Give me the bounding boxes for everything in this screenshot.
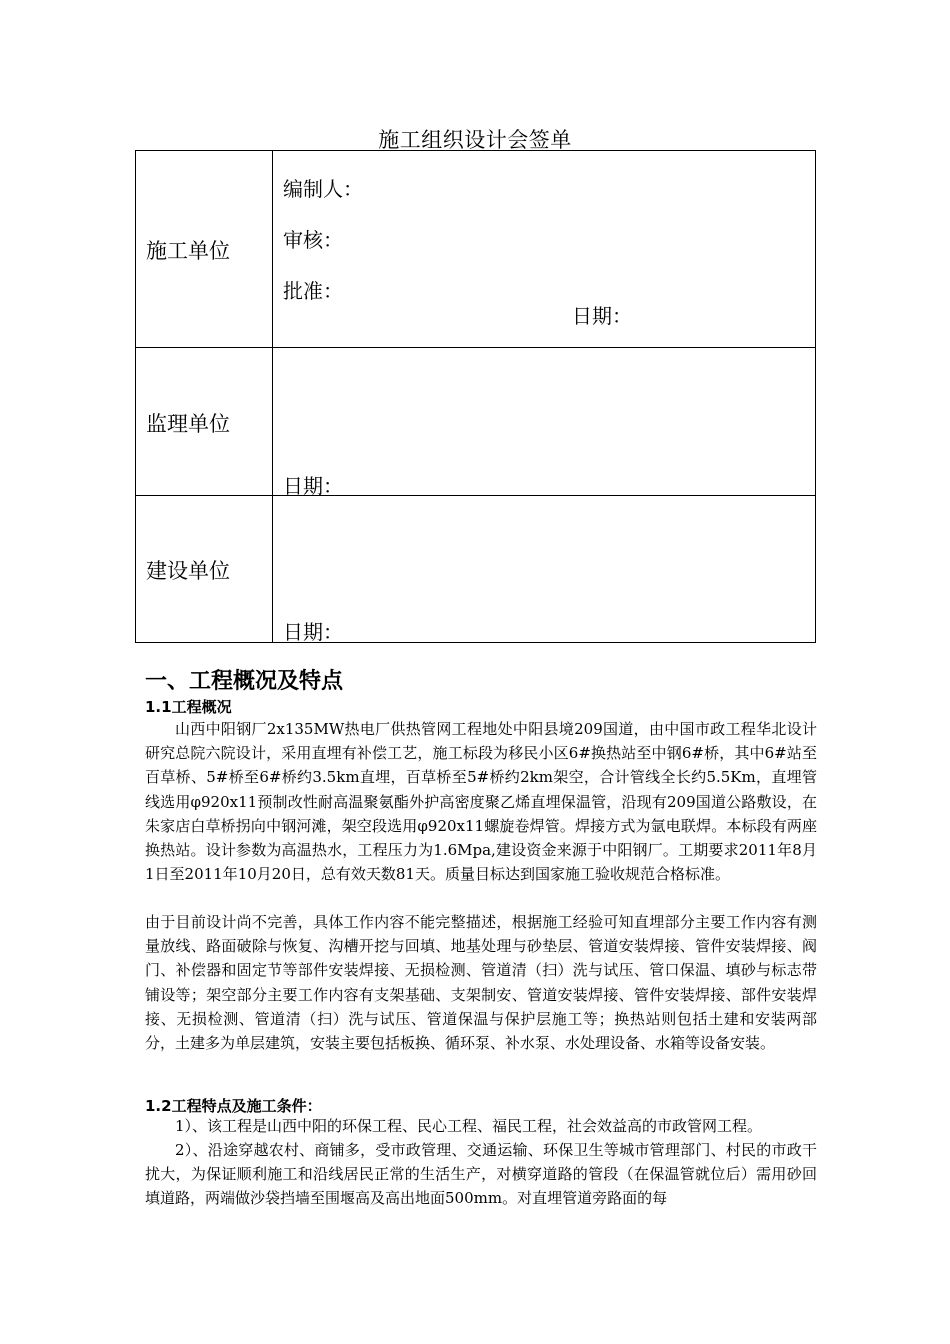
reviewer-field: 审核： <box>283 228 343 252</box>
overview-paragraph-1: 山西中阳钢厂2x135MW热电厂供热管网工程地处中阳县境209国道，由中国市政工程华北设计研究总院六院设计，采用直埋有补偿工艺，施工标段为移民小区6#换热站至中钢6#桥，其中6#站至百草桥、5#桥至6#桥约3.5km直埋，百草桥至5#桥约2km架空，合计管线全长约5.5Km，直埋管线选用φ920x11预制改性耐高温聚氨酯外护高密度聚乙烯直埋保温管，沿现有209国道公路敷设，在朱家店白草桥拐向中钢河滩，架空段选用φ920x11螺旋卷焊管。焊接方式为氩电联焊。本标段有两座换热站。设计参数为高温热水，工程压力为1.6Mpa,建设资金来源于中阳钢厂。工期要求2011年8月1日至2011年10月20日，总有效天数81天。质量目标达到国家施工验收规范合格标准。 <box>145 720 817 884</box>
supervision-date-field: 日期： <box>283 474 343 498</box>
cell-owner-fields <box>273 496 816 643</box>
sign-off-table <box>135 150 816 643</box>
cell-supervision-fields <box>273 348 816 496</box>
features-paragraph-2: 2）、沿途穿越农村、商铺多，受市政管理、交通运输、环保卫生等城市管理部门、村民的市政干扰大，为保证顺利施工和沿线居民正常的生活生产，对横穿道路的管段（在保温管就位后）需用砂回填道路，两端做沙袋挡墙至围堰高及高出地面500mm。对直埋管道旁路面的每 <box>145 1141 817 1208</box>
cell-supervision-label <box>136 348 273 496</box>
row-owner <box>136 496 816 643</box>
approver-field: 批准： <box>283 279 343 303</box>
subsection-heading-overview: 1.1工程概况 <box>145 698 232 716</box>
cell-owner-label <box>136 496 273 643</box>
row-supervision <box>136 348 816 496</box>
subsection-heading-features: 1.2工程特点及施工条件： <box>145 1097 322 1115</box>
features-paragraph-1: 1）、该工程是山西中阳的环保工程、民心工程、福民工程，社会效益高的市政管网工程。 <box>175 1117 763 1135</box>
overview-paragraph-2: 由于目前设计尚不完善，具体工作内容不能完整描述，根据施工经验可知直埋部分主要工作内容有测量放线、路面破除与恢复、沟槽开挖与回填、地基处理与砂垫层、管道安装焊接、管件安装焊接、阀门、补偿器和固定节等部件安装焊接、无损检测、管道清（扫）洗与试压、管口保温、填砂与标志带铺设等；架空部分主要工作内容有支架基础、支架制安、管道安装焊接、管件安装焊接、部件安装焊接、无损检测、管道清（扫）洗与试压、管道保温与保护层施工等；换热站则包括土建和安装两部分，土建多为单层建筑，安装主要包括板换、循环泵、补水泵、水处理设备、水箱等设备安装。 <box>145 913 817 1053</box>
compiler-field: 编制人： <box>283 177 363 201</box>
cell-construction-fields <box>273 151 816 348</box>
row-construction <box>136 151 816 348</box>
cell-construction-label <box>136 151 273 348</box>
construction-unit-label: 施工单位 <box>146 239 230 263</box>
owner-date-field: 日期： <box>283 620 343 644</box>
supervision-unit-label: 监理单位 <box>146 412 230 436</box>
owner-unit-label: 建设单位 <box>146 559 230 583</box>
construction-date-field: 日期： <box>572 304 632 328</box>
section-heading: 一、工程概况及特点 <box>145 669 344 694</box>
page-title: 施工组织设计会签单 <box>378 128 572 152</box>
